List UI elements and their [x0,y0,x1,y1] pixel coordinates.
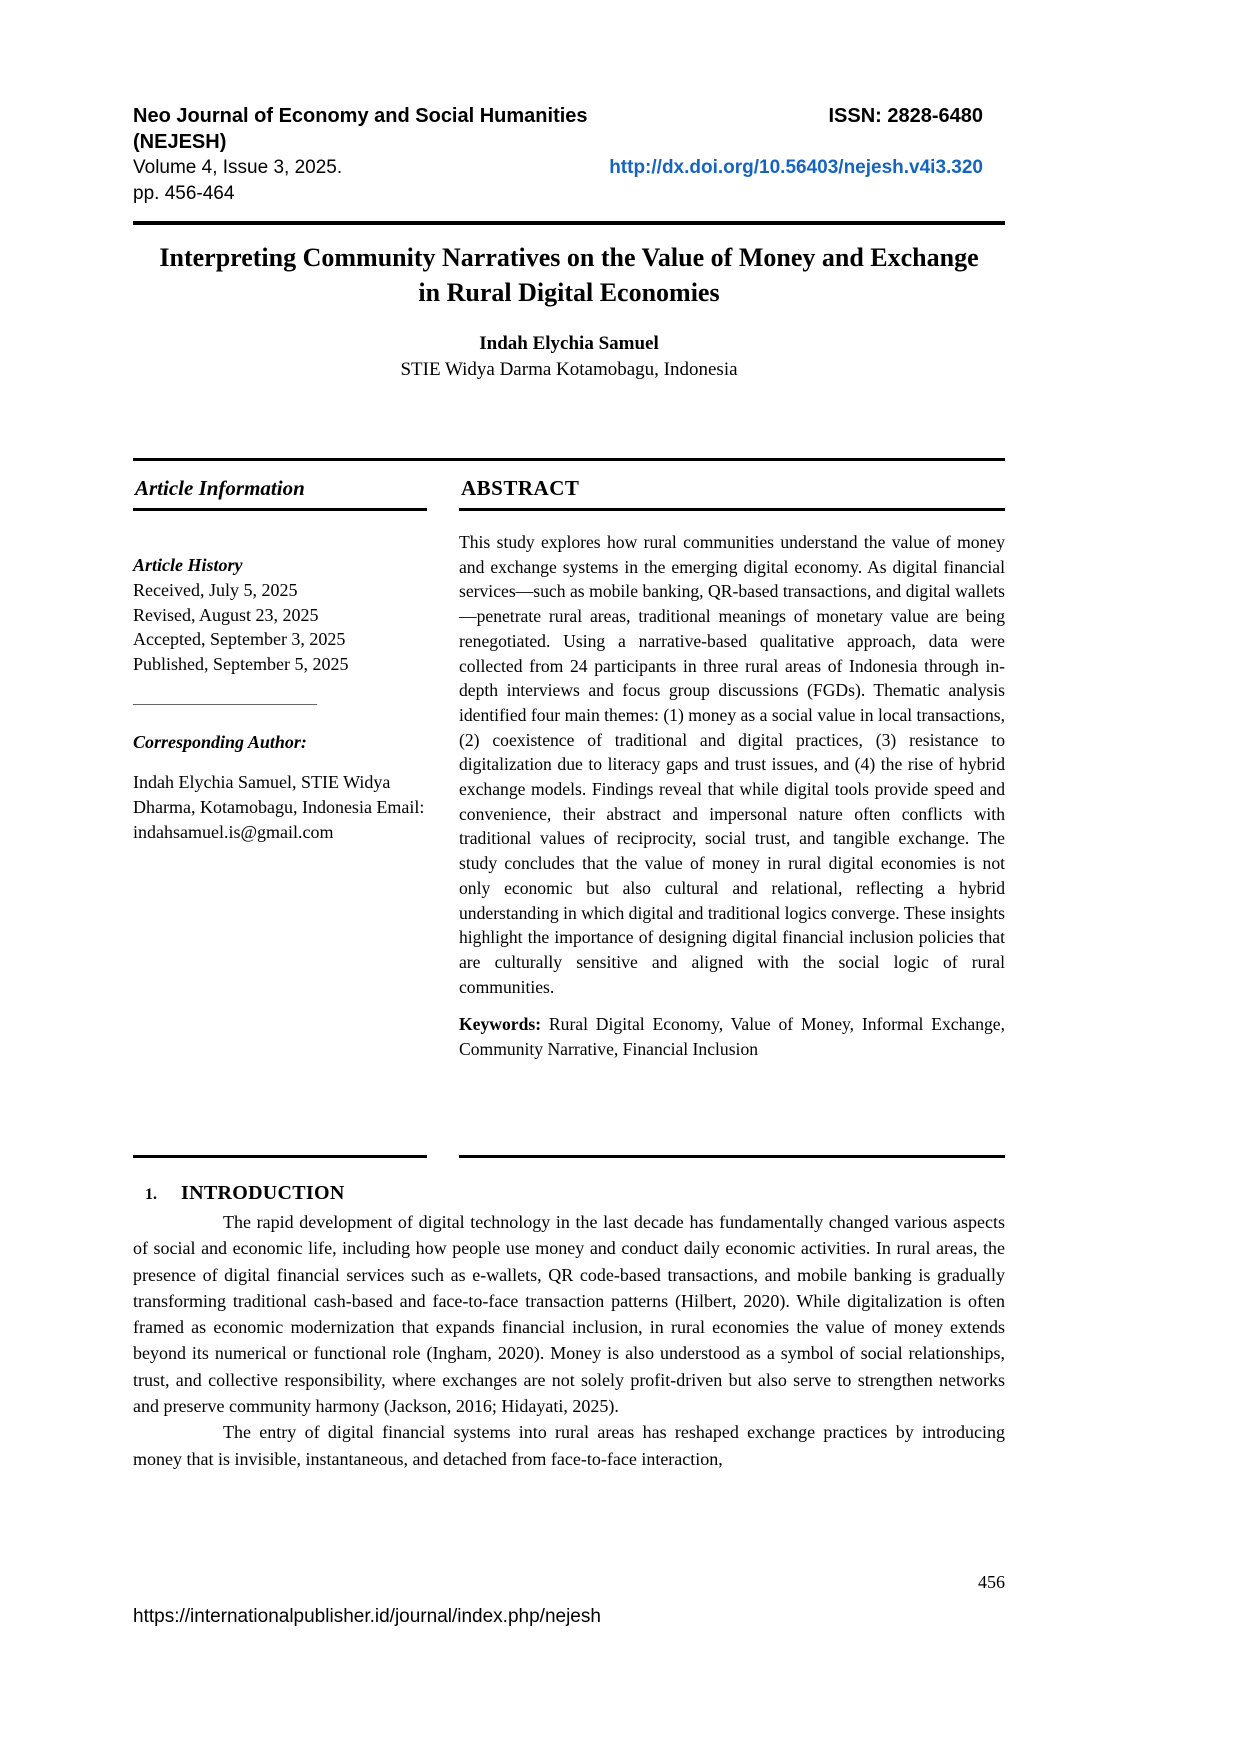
article-information-column [133,461,427,1158]
journal-name: Neo Journal of Economy and Social Humanities (NEJESH) [133,105,588,153]
doi-link[interactable]: http://dx.doi.org/10.56403/nejesh.v4i3.320 [609,157,983,178]
volume-issue: Volume 4, Issue 3, 2025. [133,157,343,178]
keywords-line [459,1012,1005,1061]
introduction-heading [133,1182,1005,1205]
author-block [133,331,1005,383]
section-number: 1. [145,1186,157,1203]
journal-header [133,103,1005,207]
history-published: Published, September 5, 2025 [133,653,349,674]
abstract-column [459,461,1005,1158]
keywords-label: Keywords: [459,1014,542,1035]
article-history-heading: Article History [133,555,243,575]
page-number: 456 [978,1572,1005,1592]
corresponding-author-heading: Corresponding Author: [133,732,307,752]
author-name: Indah Elychia Samuel [479,333,659,354]
introduction-section [133,1182,1005,1472]
history-revised: Revised, August 23, 2025 [133,604,319,625]
article-information-heading: Article Information [133,461,427,511]
paper-title: Interpreting Community Narratives on the Value of Money and Exchange in Rural Digital Economies [159,243,979,307]
introduction-paragraph-1: The rapid development of digital technology in the last decade has fundamentally changed various aspects of social and economic life, including how people use money and conduct daily economic activities. In rural areas, the presence of digital financial services such as e-wallets, QR code-based transactions, and mobile banking is gradually transforming traditional cash-based and face-to-face transaction patterns (Hilbert, 2020). While digitalization is often framed as economic modernization that expands financial inclusion, in rural economies the value of money extends beyond its numerical or functional role (Ingham, 2020). Money is also understood as a symbol of social relationships, trust, and collective responsibility, where exchanges are not solely profit-driven but also serve to strengthen networks and preserve community harmony (Jackson, 2016; Hidayati, 2025). [133,1212,1005,1417]
corresponding-author-text: Indah Elychia Samuel, STIE Widya Dharma, Kotamobagu, Indonesia Email: indahsamuel.is@gmail.com [133,772,425,842]
section-separator: _______________________ [133,690,317,707]
abstract-body: This study explores how rural communities understand the value of money and exchange systems in the emerging digital economy. As digital financial services—such as mobile banking, QR-based transactions, and digital wallets—penetrate rural areas, traditional meanings of monetary value are being renegotiated. Using a narrative-based qualitative approach, data were collected from 24 participants in three rural areas of Indonesia through in-depth interviews and focus group discussions (FGDs). Thematic analysis identified four main themes: (1) money as a social value in local transactions, (2) coexistence of traditional and digital practices, (3) resistance to digitalization due to literacy gaps and trust issues, and (4) the rise of hybrid exchange models. Findings reveal that while digital tools provide speed and convenience, their abstract and impersonal nature often conflicts with traditional values of reciprocity, social trust, and tangible exchange. The study concludes that the value of money in rural digital economies is not only economic but also cultural and relational, reflecting a hybrid understanding in which digital and traditional logics converge. These insights highlight the importance of designing digital financial inclusion policies that are culturally sensitive and aligned with the social logic of rural communities. [459,532,1005,997]
journal-header-left [133,103,609,207]
issn: ISSN: 2828-6480 [828,105,983,127]
journal-header-right [609,103,1005,207]
header-divider-rule [133,221,1005,225]
introduction-paragraph-2: The entry of digital financial systems into rural areas has reshaped exchange practices by introducing money that is invisible, instantaneous, and detached from face-to-face interaction, [133,1422,1005,1469]
keywords-text: Rural Digital Economy, Value of Money, Informal Exchange, Community Narrative, Financial Inclusion [459,1014,1005,1060]
journal-url: https://internationalpublisher.id/journal/index.php/nejesh [133,1606,601,1627]
info-abstract-section [133,458,1005,1158]
history-received: Received, July 5, 2025 [133,580,298,600]
abstract-heading: ABSTRACT [459,461,1005,511]
page-range: pp. 456-464 [133,183,235,204]
section-title: INTRODUCTION [181,1182,345,1204]
history-accepted: Accepted, September 3, 2025 [133,629,346,649]
author-affiliation: STIE Widya Darma Kotamobagu, Indonesia [400,359,738,380]
